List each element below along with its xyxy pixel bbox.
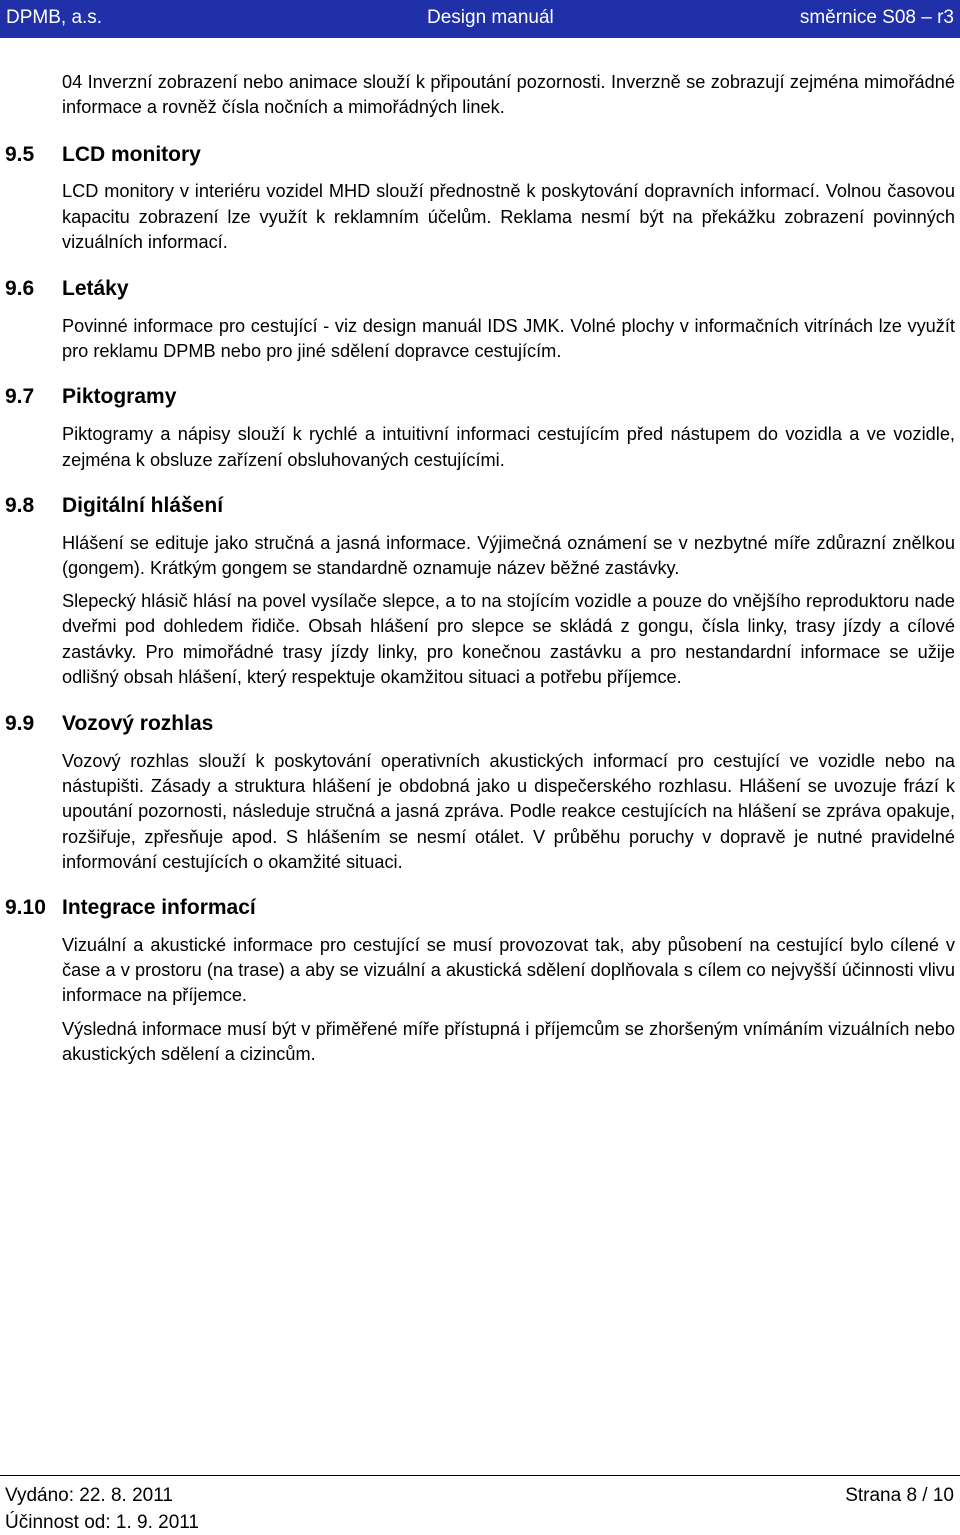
section-paragraph: Piktogramy a nápisy slouží k rychlé a intuitivní informaci cestujícím před nástupem do vozidla a ve vozidle, zejména k obsluze zařízení obsluhovaných cestujícími.	[62, 424, 955, 470]
section-paragraph: Slepecký hlásič hlásí na povel vysílače slepce, a to na stojícím vozidle a pouze do vnějšího reproduktoru nade dveřmi pod dohledem řidiče. Obsah hlášení pro slepce se skládá z gongu, čísla linky, trasy jízdy a cílové zastávky. Pro mimořádné trasy jízdy linky, pro konečnou zastávku a pro nestandardní informace se užije odlišný obsah hlášení, který respektuje okamžitou situaci a potřebu příjemce.	[62, 591, 955, 687]
footer-issued-date: Vydáno: 22. 8. 2011	[5, 1485, 173, 1506]
header-company: DPMB, a.s.	[6, 7, 103, 28]
section-title: Integrace informací	[62, 896, 256, 920]
header-doc-title: Design manuál	[427, 7, 554, 28]
section-number: 9.6	[5, 277, 35, 301]
section-title: Piktogramy	[62, 385, 177, 409]
section-title: Digitální hlášení	[62, 493, 224, 517]
section-paragraph: Hlášení se edituje jako stručná a jasná informace. Výjimečná oznámení se v nezbytné míře zdůrazní znělkou (gongem). Krátkým gongem se standardně oznamuje název běžné zastávky.	[62, 532, 955, 579]
page-header	[0, 0, 960, 38]
section-paragraph: LCD monitory v interiéru vozidel MHD slouží přednostně k poskytování dopravních informací. Volnou časovou kapacitu zobrazení lze využít k reklamním účelům. Reklama nesmí být na překážku zobrazení povinných vizuálních informací.	[62, 181, 955, 252]
footer-page-number: Strana 8 / 10	[845, 1485, 954, 1506]
section-heading-9-6	[0, 274, 960, 304]
section-title: Vozový rozhlas	[62, 712, 214, 736]
section-heading-9-7	[0, 382, 960, 412]
section-paragraph: Vizuální a akustické informace pro cestující se musí provozovat tak, aby působení na cestující bylo cílené v čase a v prostoru (na trase) a aby se vizuální a akustická sdělení doplňovala s cílem co nejvyšší účinnosti vlivu informace na příjemce.	[62, 935, 955, 1006]
section-paragraph: Výsledná informace musí být v přiměřené míře přístupná i příjemcům se zhoršeným vnímáním vizuálních nebo akustických sdělení a cizincům.	[62, 1018, 955, 1064]
section-number: 9.9	[5, 712, 35, 736]
intro-paragraph: 04 Inverzní zobrazení nebo animace slouží k připoutání pozornosti. Inverzně se zobrazují zejména mimořádné informace a rovněž čísla nočních a mimořádných linek.	[62, 72, 955, 118]
section-title: Letáky	[62, 277, 129, 301]
section-number: 9.10	[5, 896, 46, 920]
section-title: LCD monitory	[62, 143, 201, 167]
section-number: 9.7	[5, 385, 35, 409]
section-number: 9.8	[5, 493, 35, 517]
section-heading-9-9	[0, 709, 960, 739]
section-heading-9-8	[0, 491, 960, 521]
header-directive: směrnice S08 – r3	[799, 7, 954, 28]
document-body	[0, 70, 960, 1067]
section-paragraph: Vozový rozhlas slouží k poskytování operativních akustických informací pro cestující ve vozidle nebo na nástupišti. Zásady a struktura hlášení je obdobná jako u dispečerského rozhlasu. Hlášení se uvozuje frází k upoutání pozornosti, následuje stručná a jasná zpráva. Podle reakce cestujících na hlášení se zpráva opakuje, rozšiřuje, zpřesňuje apod. S hlášením se nesmí otálet. V průběhu poruchy v dopravě je nutné pravidelné informování cestujících o okamžité situaci.	[62, 751, 955, 872]
section-paragraph: Povinné informace pro cestující - viz design manuál IDS JMK. Volné plochy v informačních vitrínách lze využít pro reklamu DPMB nebo pro jiné sdělení dopravce cestujícím.	[62, 316, 955, 362]
section-number: 9.5	[5, 143, 35, 167]
section-heading-9-5	[0, 140, 960, 170]
section-heading-9-10	[0, 893, 960, 923]
footer-effective-date: Účinnost od: 1. 9. 2011	[5, 1512, 199, 1533]
footer-divider	[0, 1475, 960, 1476]
